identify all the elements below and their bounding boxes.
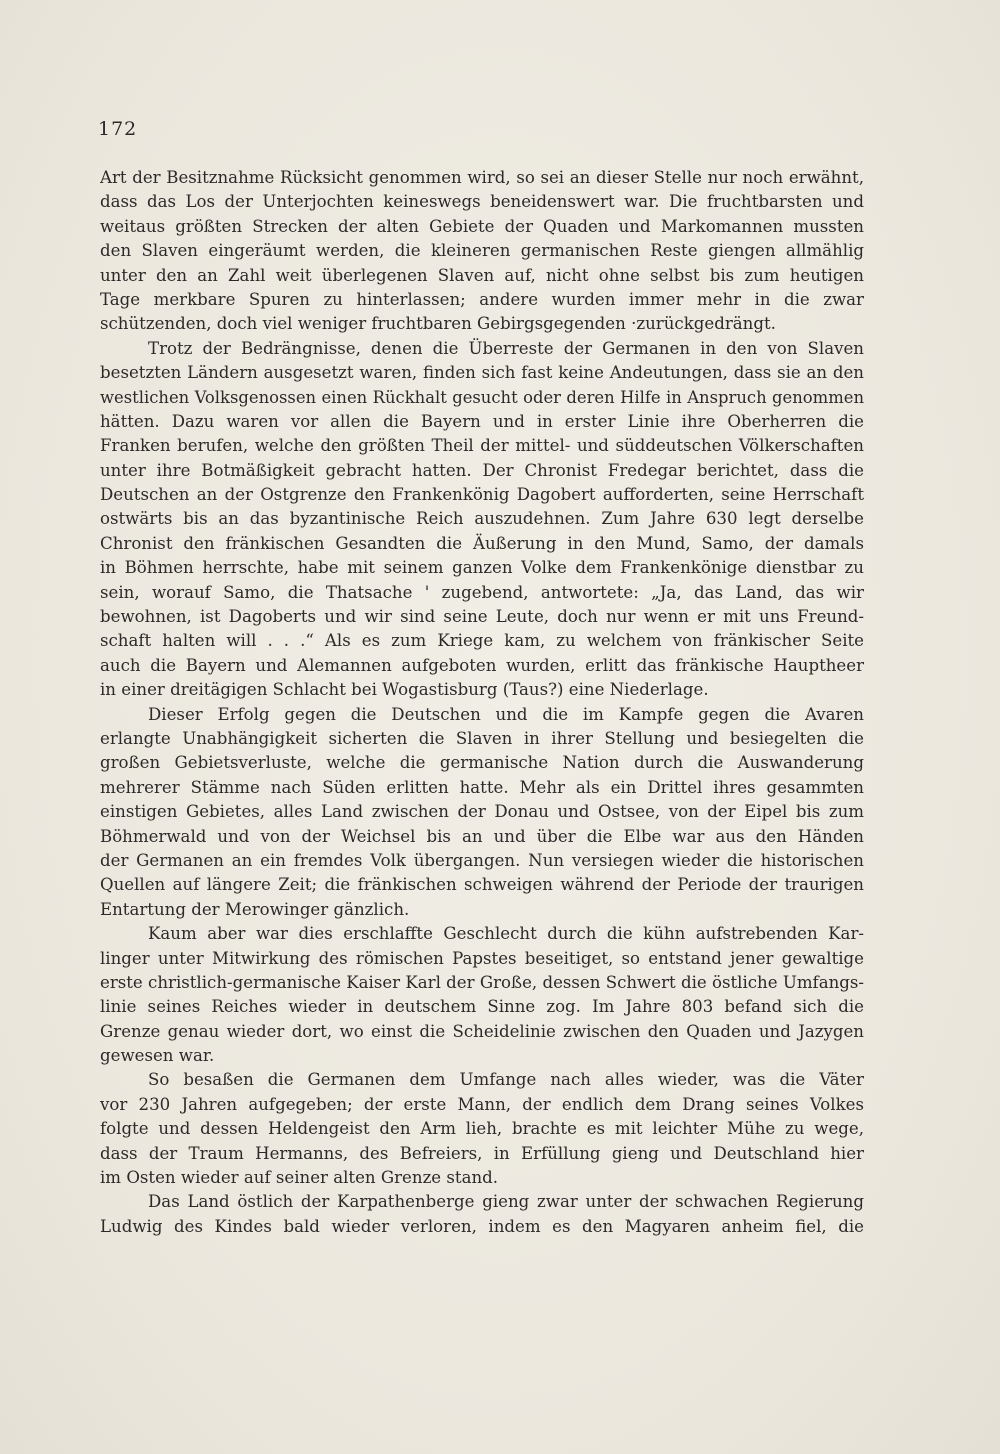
text-line: Ludwig des Kindes bald wieder verloren, indem es den Magyaren anheim fiel, die <box>100 1216 864 1236</box>
text-line: folgte und dessen Heldengeist den Arm lieh, brachte es mit leichter Mühe zu wege, <box>100 1119 864 1139</box>
text-line: Franken berufen, welche den größten Theil der mittel- und süddeutschen Völkerschaften <box>100 436 864 456</box>
text-line: dass das Los der Unterjochten keineswegs beneidenswert war. Die fruchtbarsten und <box>100 192 864 212</box>
text-line: Grenze genau wieder dort, wo einst die Scheidelinie zwischen den Quaden und Jazygen <box>100 1021 864 1041</box>
text-line: Böhmerwald und von der Weichsel bis an und über die Elbe war aus den Händen <box>100 826 864 846</box>
text-line: vor 230 Jahren aufgegeben; der erste Mann, der endlich dem Drang seines Volkes <box>100 1094 864 1114</box>
text-line: linger unter Mitwirkung des römischen Papstes beseitiget, so entstand jener gewaltige <box>100 948 864 968</box>
text-line: Chronist den fränkischen Gesandten die Äußerung in den Mund, Samo, der damals <box>100 533 864 553</box>
text-line: besetzten Ländern ausgesetzt waren, finden sich fast keine Andeutungen, dass sie an den <box>100 363 864 383</box>
text-line: Dieser Erfolg gegen die Deutschen und die im Kampfe gegen die Avaren <box>148 704 864 724</box>
page-number: 172 <box>98 118 138 140</box>
text-line: Tage merkbare Spuren zu hinterlassen; andere wurden immer mehr in die zwar <box>100 289 864 309</box>
paragraph <box>100 1190 864 1239</box>
text-line: Kaum aber war dies erschlaffte Geschlecht durch die kühn aufstrebenden Kar- <box>148 924 864 944</box>
text-line: linie seines Reiches wieder in deutschem Sinne zog. Im Jahre 803 befand sich die <box>100 997 864 1017</box>
text-line: Entartung der Merowinger gänzlich. <box>100 899 410 919</box>
text-line: schaft halten will . . .“ Als es zum Kriege kam, zu welchem von fränkischer Seite <box>100 631 864 651</box>
text-line: im Osten wieder auf seiner alten Grenze stand. <box>100 1168 499 1188</box>
text-line: gewesen war. <box>100 1046 215 1066</box>
text-line: hätten. Dazu waren vor allen die Bayern und in erster Linie ihre Oberherren die <box>100 411 864 431</box>
text-line: den Slaven eingeräumt werden, die kleineren germanischen Reste giengen allmählig <box>100 241 864 261</box>
text-line: auch die Bayern und Alemannen aufgeboten wurden, erlitt das fränkische Hauptheer <box>100 655 864 675</box>
text-line: Art der Besitznahme Rücksicht genommen wird, so sei an dieser Stelle nur noch erwähnt, <box>100 168 864 187</box>
text-line: großen Gebietsverluste, welche die germanische Nation durch die Auswanderung <box>100 753 864 773</box>
paragraph <box>100 703 864 923</box>
text-line: schützenden, doch viel weniger fruchtbaren Gebirgsgegenden ·zurückgedrängt. <box>100 314 776 334</box>
text-line: unter ihre Botmäßigkeit gebracht hatten. Der Chronist Fredegar berichtet, dass die <box>100 460 864 480</box>
text-line: westlichen Volksgenossen einen Rückhalt gesucht oder deren Hilfe in Anspruch genommen <box>100 387 864 407</box>
text-line: mehrerer Stämme nach Süden erlitten hatte. Mehr als ein Drittel ihres gesammten <box>100 777 864 797</box>
text-line: weitaus größten Strecken der alten Gebiete der Quaden und Markomannen mussten <box>100 216 864 236</box>
text-line: erlangte Unabhängigkeit sicherten die Slaven in ihrer Stellung und besiegelten die <box>100 728 864 748</box>
text-line: bewohnen, ist Dagoberts und wir sind seine Leute, doch nur wenn er mit uns Freund- <box>100 607 864 627</box>
text-line: der Germanen an ein fremdes Volk übergangen. Nun versiegen wieder die historischen <box>100 850 864 870</box>
paragraph <box>100 1068 864 1190</box>
text-line: unter den an Zahl weit überlegenen Slaven auf, nicht ohne selbst bis zum heutigen <box>100 265 864 285</box>
text-line: in einer dreitägigen Schlacht bei Wogastisburg (Taus?) eine Niederlage. <box>100 680 709 700</box>
text-line: sein, worauf Samo, die Thatsache ' zugebend, antwortete: „Ja, das Land, das wir <box>100 582 864 602</box>
text-line: in Böhmen herrschte, habe mit seinem ganzen Volke dem Frankenkönige dienstbar zu <box>100 558 864 578</box>
text-line: Das Land östlich der Karpathenberge gieng zwar unter der schwachen Regierung <box>148 1192 864 1212</box>
paragraph <box>100 166 864 337</box>
text-line: Deutschen an der Ostgrenze den Frankenkönig Dagobert aufforderten, seine Herrschaft <box>100 485 864 505</box>
text-line: Quellen auf längere Zeit; die fränkischen schweigen während der Periode der traurigen <box>100 875 864 895</box>
text-line: Trotz der Bedrängnisse, denen die Überreste der Germanen in den von Slaven <box>148 338 864 358</box>
text-line: So besaßen die Germanen dem Umfange nach alles wieder, was die Väter <box>148 1070 864 1090</box>
text-line: erste christlich-germanische Kaiser Karl der Große, dessen Schwert die östliche Umfangs- <box>100 972 864 992</box>
paragraph <box>100 337 864 703</box>
text-line: einstigen Gebietes, alles Land zwischen der Donau und Ostsee, von der Eipel bis zum <box>100 802 864 822</box>
body-text <box>100 166 864 1239</box>
text-line: ostwärts bis an das byzantinische Reich auszudehnen. Zum Jahre 630 legt derselbe <box>100 509 864 529</box>
text-line: dass der Traum Hermanns, des Befreiers, in Erfüllung gieng und Deutschland hier <box>100 1143 864 1163</box>
paragraph <box>100 922 864 1068</box>
